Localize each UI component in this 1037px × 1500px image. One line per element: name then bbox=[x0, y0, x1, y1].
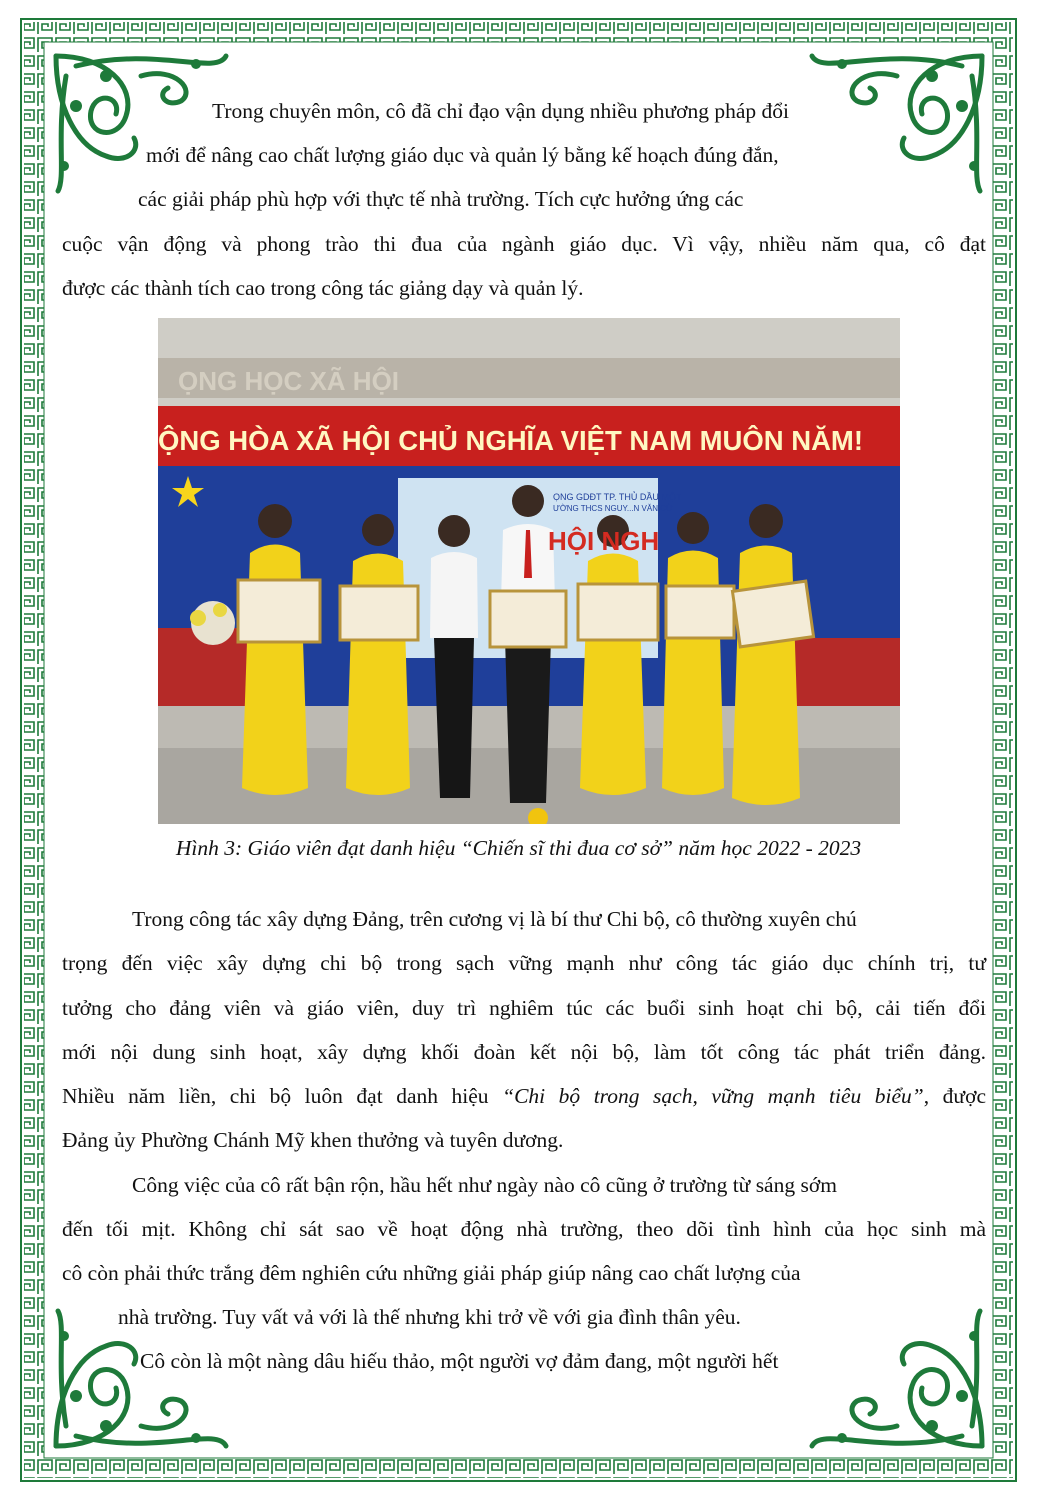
text-span: , được bbox=[923, 1084, 986, 1108]
paragraph-line: trọng đến việc xây dựng chi bộ trong sạch vững mạnh như công tác giáo dục chính trị, tư bbox=[62, 951, 986, 975]
paragraph-line: Đảng ủy Phường Chánh Mỹ khen thưởng và tuyên dương. bbox=[62, 1128, 564, 1152]
paragraph-line: Cô còn là một nàng dâu hiếu thảo, một người vợ đảm đang, một người hết bbox=[140, 1349, 779, 1373]
paragraph-line: cuộc vận động và phong trào thi đua của ngành giáo dục. Vì vậy, nhiều năm qua, cô đạt bbox=[62, 232, 986, 256]
paragraph-line: mới nội dung sinh hoạt, xây dựng khối đoàn kết nội bộ, làm tốt công tác phát triển đảng. bbox=[62, 1040, 986, 1064]
photo-banner-top-text: ỌNG HỌC XÃ HỘI bbox=[178, 366, 400, 396]
photo-banner-text: ỘNG HÒA XÃ HỘI CHỦ NGHĨA VIỆT NAM MUÔN NĂM! bbox=[158, 425, 877, 456]
text-span: Nhiều năm liền, chi bộ luôn đạt danh hiệu bbox=[62, 1084, 503, 1108]
photo-stage-sign-big: HỘI NGH bbox=[548, 526, 660, 556]
paragraph-line: mới để nâng cao chất lượng giáo dục và quản lý bằng kế hoạch đúng đắn, bbox=[146, 143, 779, 167]
italic-title: “Chi bộ trong sạch, vững mạnh tiêu biểu” bbox=[502, 1084, 924, 1108]
photo-stage-sign-line2: ƯỜNG THCS NGUY...N VĂN CỪ bbox=[553, 504, 673, 513]
corner-ornament-icon bbox=[46, 46, 236, 196]
paragraph-line: Trong chuyên môn, cô đã chỉ đạo vận dụng nhiều phương pháp đổi bbox=[212, 99, 789, 123]
paragraph-line: các giải pháp phù hợp với thực tế nhà trường. Tích cực hưởng ứng các bbox=[138, 187, 744, 211]
paragraph-line: Trong công tác xây dựng Đảng, trên cương vị là bí thư Chi bộ, cô thường xuyên chú bbox=[132, 907, 857, 931]
corner-ornament-icon bbox=[802, 1306, 992, 1456]
paragraph-line: nhà trường. Tuy vất vả với là thế nhưng khi trở về với gia đình thân yêu. bbox=[118, 1305, 741, 1329]
paragraph-line: cô còn phải thức trắng đêm nghiên cứu những giải pháp giúp nâng cao chất lượng của bbox=[62, 1261, 801, 1285]
figure-caption: Hình 3: Giáo viên đạt danh hiệu “Chiến sĩ thi đua cơ sở” năm học 2022 - 2023 bbox=[175, 836, 862, 860]
paragraph-line: đến tối mịt. Không chỉ sát sao về hoạt động nhà trường, theo dõi tình hình của học sinh mà bbox=[62, 1217, 986, 1241]
paragraph-line: tưởng cho đảng viên và giáo viên, duy trì nghiêm túc các buổi sinh hoạt chi bộ, cải tiến đổi bbox=[62, 996, 986, 1020]
paragraph-line: Công việc của cô rất bận rộn, hầu hết như ngày nào cô cũng ở trường từ sáng sớm bbox=[132, 1173, 837, 1197]
corner-ornament-icon bbox=[802, 46, 992, 196]
paragraph-line bbox=[62, 1081, 986, 1111]
photo-stage-sign-line1: ỌNG GDĐT TP. THỦ DẦU MỘT bbox=[553, 492, 682, 502]
paragraph-line: được các thành tích cao trong công tác giảng dạy và quản lý. bbox=[62, 276, 584, 300]
award-ceremony-photo bbox=[158, 318, 900, 824]
